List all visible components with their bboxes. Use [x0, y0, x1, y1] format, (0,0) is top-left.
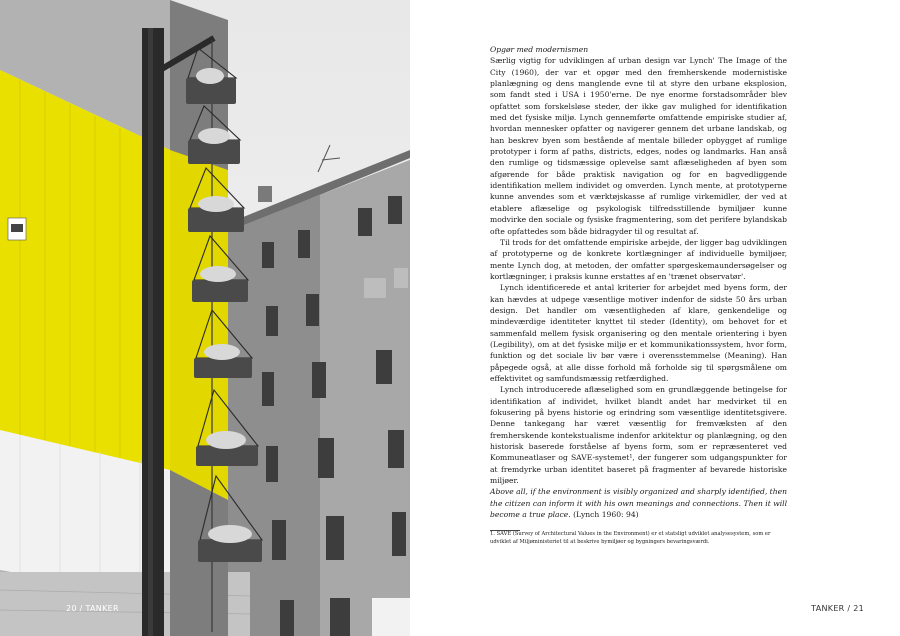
paragraph-1: Særlig vigtig for udviklingen af urban design var Lynch' The Image of the City (1960), der var et opgør med den fremherskende modernistiske planlægning og dens manglende evne til at styre den urbane eksplosion, som fandt sted i USA i 1950'erne. De nye enorme forstadsområder blev opfattet som forskelsløse steder, der ikke gav mulighed for identifikation med det fysiske miljø. Lynch gennemførte omfattende empiriske studier af, hvordan mennesker opfatter og navigerer gennem det urbane landskab, og han beskrev byen som bestående af mentale billeder opbygget af rumlige prototyper i form af paths, districts, edges, nodes og landmarks. Han anså den rumlige og tidsmæssige oplevelse samt aflæseligheden af byen som afgørende for både praktisk navigation og for en bagvedliggende identifikation mellem individet og omverden. Lynch mente, at prototyperne kunne anvendes som et værktøjskasse af rumlige virkemidler, der ved at etablere aflæselige og psykologisk tilfredsstillende bymiljøer kunne modvirke den sociale og fysiske fragmentering, som det perifere bylandskab ofte opfattedes som både bidragyder til og resultat af.	[490, 56, 787, 236]
quote-text: Above all, if the environment is visibly organized and sharply identified, then the citizen can inform it with his own meanings and connections. Then it will become a true place.	[490, 487, 787, 520]
quote-reference: (Lynch 1960: 94)	[573, 510, 639, 520]
paragraph-3: Lynch identificerede et antal kriterier for arbejdet med byens form, der kan hævdes at udpege væsentlige motiver indenfor de sidste 50 års urban design. Det handler om væsentligheden af klare, genkendelige og mindeværdige identiteter knyttet til steder (Identity), om behovet for et sammenfald mellem fysisk organisering og den mentale orientering i byen (Legibility), om at det fysiske miljø er et kommunikationssystem, hvor form, funktion og det sociale liv bør være i overensstemmelse (Meaning). Han påpegede også, at alle disse forhold må forholde sig til spørgsmålene om effektivitet og samfundsmæssig retfærdighed.	[490, 283, 787, 383]
text-column	[490, 44, 787, 546]
paragraph-4: Lynch introducerede aflæselighed som en grundlæggende betingelse for identifikation af individet, hvilket blandt andet har medvirket til en fokusering på byens historie og erindring som væsentlige identitetsgivere. Denne tankegang har været væsentlig for fremvæksten af den fremherskende kontekstualisme indenfor arkitektur og planlægning, og den historisk baserede forståelse af byens form, som er repræsenteret ved Kommuneatlaser og SAVE-systemet¹, der fungerer som udgangspunkter for at fremdyrke urban identitet baseret på fragmenter af bevarede historiske miljøer.	[490, 385, 787, 486]
building-photo	[0, 0, 410, 636]
footnote: 1. SAVE (Survey of Architectural Values in the Environment) er et statsligt udviklet analysesystem, som er udviklet af Miljøministeriet til at beskrive bymiljøer og bygningers bevaringsværdi.	[490, 531, 771, 545]
right-page-folio: TANKER / 21	[811, 604, 864, 613]
right-page	[410, 0, 900, 636]
section-heading: Opgør med modernismen	[490, 45, 589, 54]
left-page-folio: 20 / TANKER	[66, 604, 119, 613]
block-quote	[490, 486, 787, 520]
paragraph-2: Til trods for det omfattende empiriske arbejde, der ligger bag udviklingen af prototyperne og de konkrete kortlægninger af individuelle bymiljøer, mente Lynch dog, at metoden, der omfatter spørgeskemaundersøgelser og kortlægninger, i praksis kunne erstattes af en 'trænet observatør'.	[490, 237, 787, 281]
building-photo-icon	[0, 0, 410, 636]
